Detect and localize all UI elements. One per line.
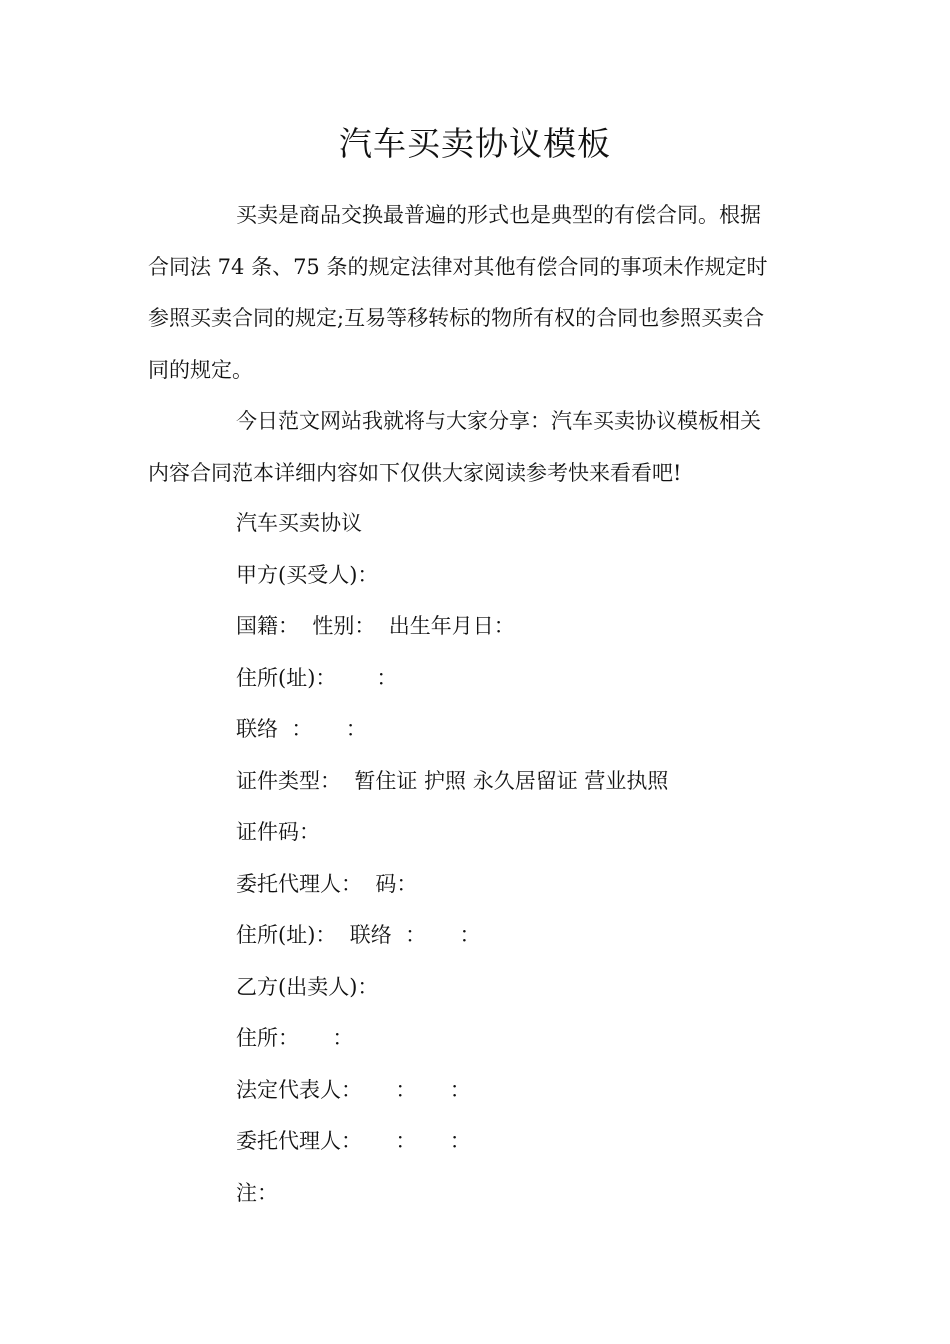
intro-line: 参照买卖合同的规定;互易等移转标的物所有权的合同也参照买卖合 <box>148 306 765 330</box>
field-agent-address: 住所(址)： 联络 ： ： <box>236 923 481 947</box>
field-contact: 联络 ： ： <box>236 717 367 741</box>
field-address: 住所(址)： ： <box>236 665 398 690</box>
agreement-fields <box>236 498 836 1219</box>
party-b-label: 乙方(出卖人)： <box>236 974 379 999</box>
field-nationality-line: 国籍： 性别： 出生年月日： <box>236 614 515 638</box>
intro-line: 合同法 74 条、75 条的规定法律对其他有偿合同的事项未作规定时 <box>148 254 768 279</box>
field-legal-rep: 法定代表人： ： ： <box>236 1077 471 1102</box>
party-a-label: 甲方(买受人)： <box>236 562 379 587</box>
share-line: 今日范文网站我就将与大家分享：汽车买卖协议模板相关 <box>236 409 761 433</box>
field-party-b-agent: 委托代理人： ： ： <box>236 1129 471 1153</box>
intro-paragraph <box>148 190 800 396</box>
agreement-heading: 汽车买卖协议 <box>236 511 362 535</box>
intro-line: 买卖是商品交换最普遍的形式也是典型的有偿合同。根据 <box>236 203 761 227</box>
intro-line: 同的规定。 <box>148 357 253 382</box>
field-note: 注： <box>236 1180 278 1205</box>
document-title: 汽车买卖协议模板 <box>339 124 611 163</box>
share-paragraph <box>148 396 800 499</box>
field-agent: 委托代理人： 码： <box>236 871 418 896</box>
share-line: 内容合同范本详细内容如下仅供大家阅读参考快来看看吧! <box>148 460 682 485</box>
field-id-type: 证件类型： 暂住证 护照 永久居留证 营业执照 <box>236 768 669 793</box>
field-id-number: 证件码： <box>236 820 320 844</box>
field-party-b-address: 住所： ： <box>236 1026 354 1050</box>
